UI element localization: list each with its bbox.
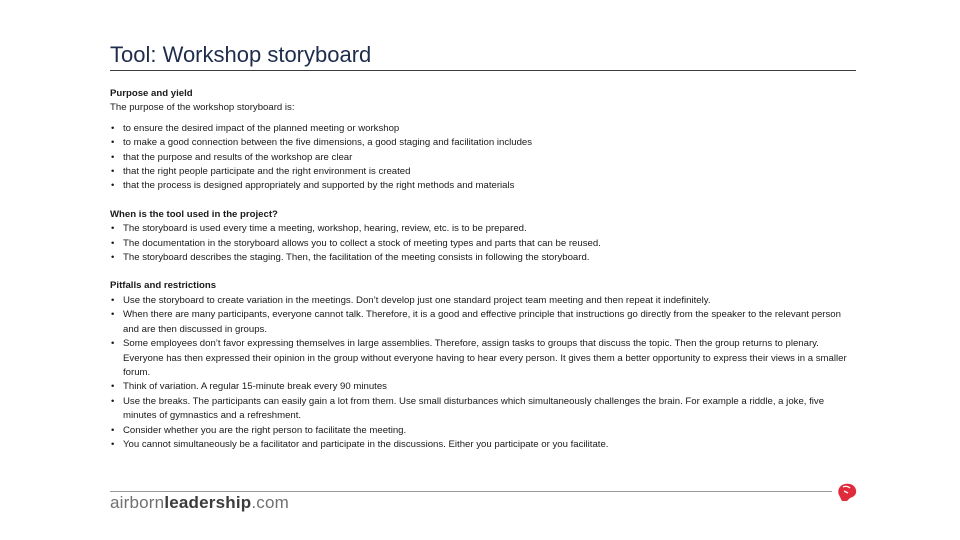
logo-text-domain: .com xyxy=(251,493,290,512)
list-item: • to make a good connection between the five dimensions, a good staging and facilitation includes xyxy=(110,136,850,150)
purpose-intro: The purpose of the workshop storyboard is: xyxy=(110,102,295,114)
list-item: • When there are many participants, everyone cannot talk. Therefore, it is a good and effective principle that instructions go directly from the speaker to the relevant person and are then discussed in groups. xyxy=(110,308,850,337)
list-item: • The storyboard describes the staging. Then, the facilitation of the meeting consists in following the storyboard. xyxy=(110,251,850,265)
pitfalls-list xyxy=(110,294,850,452)
list-item: • to ensure the desired impact of the planned meeting or workshop xyxy=(110,122,850,136)
list-item: • The documentation in the storyboard allows you to collect a stock of meeting types and parts that can be reused. xyxy=(110,237,850,251)
when-list xyxy=(110,222,850,265)
boxing-glove-icon xyxy=(835,481,859,503)
list-item: • The storyboard is used every time a meeting, workshop, hearing, review, etc. is to be prepared. xyxy=(110,222,850,236)
list-item: • Some employees don’t favor expressing themselves in large assemblies. Therefore, assign tasks to groups that discuss the topic. Then the group returns to plenary. Everyone has then expressed their opinion in the group without everyone having to hear every person. It gives them a better opportunity to express their views in a smaller forum. xyxy=(110,337,850,380)
list-item: • Think of variation. A regular 15-minute break every 90 minutes xyxy=(110,380,850,394)
title-divider xyxy=(110,70,856,71)
list-item: • that the purpose and results of the workshop are clear xyxy=(110,151,850,165)
company-logo xyxy=(110,493,289,513)
purpose-heading: Purpose and yield xyxy=(110,88,193,99)
when-heading: When is the tool used in the project? xyxy=(110,208,278,220)
logo-text-leadership: leadership xyxy=(164,493,252,512)
list-item: • You cannot simultaneously be a facilitator and participate in the discussions. Either you participate or you facilitate. xyxy=(110,438,850,452)
page-title: Tool: Workshop storyboard xyxy=(110,42,372,67)
list-item: • Consider whether you are the right person to facilitate the meeting. xyxy=(110,424,850,438)
purpose-list xyxy=(110,122,850,194)
logo-text-airborn: airborn xyxy=(110,493,165,512)
pitfalls-heading: Pitfalls and restrictions xyxy=(110,280,217,292)
list-item: • Use the storyboard to create variation in the meetings. Don’t develop just one standard project team meeting and then repeat it indefinitely. xyxy=(110,294,850,308)
list-item: • that the right people participate and the right environment is created xyxy=(110,165,850,179)
document-body xyxy=(110,87,850,452)
footer-divider xyxy=(110,491,832,492)
list-item: • that the process is designed appropriately and supported by the right methods and materials xyxy=(110,179,850,193)
list-item: • Use the breaks. The participants can easily gain a lot from them. Use small disturbances which simultaneously challenges the brain. For example a riddle, a joke, five minutes of gymnastics and a refreshment. xyxy=(110,395,850,424)
